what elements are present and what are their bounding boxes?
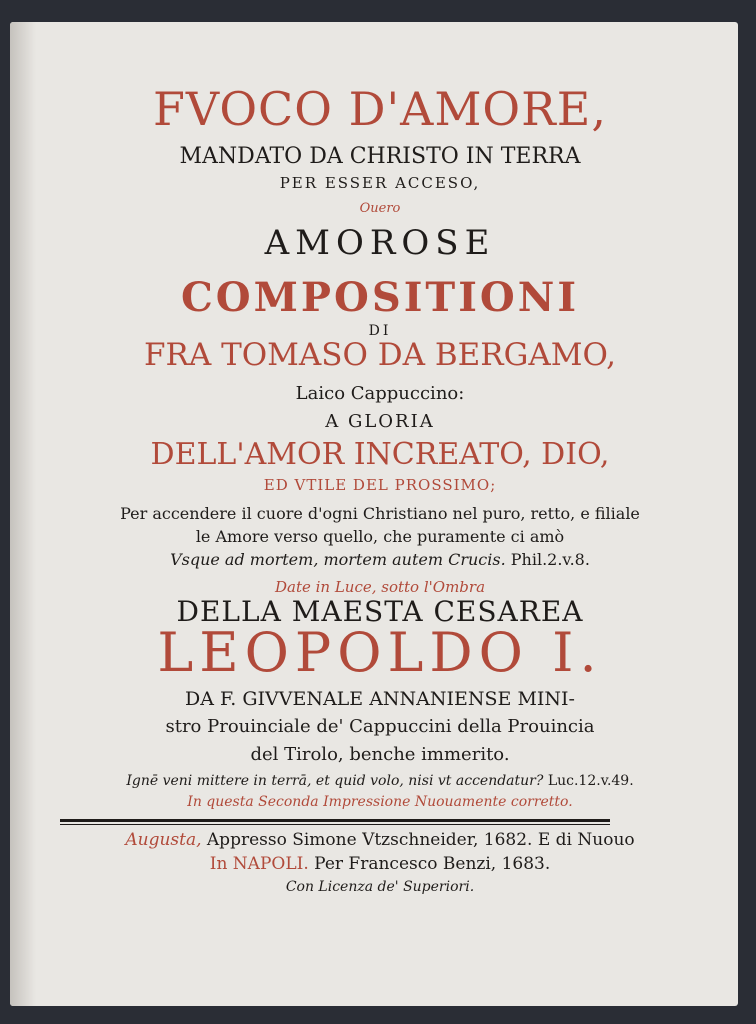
editor-line-1: DA F. GIVVENALE ANNANIENSE MINI- xyxy=(185,688,575,710)
author-role: Laico Cappuccino: xyxy=(295,383,465,404)
ed-vtile-line: ED VTILE DEL PROSSIMO; xyxy=(263,476,497,494)
scripture-luc-text: Ignē veni mittere in terrā, et quid volo, nisi vt accendatur? xyxy=(126,773,544,789)
editor-line-3: del Tirolo, benche immerito. xyxy=(250,744,510,765)
imprint-city-augusta: Augusta, xyxy=(125,830,202,850)
scripture-phil-ref: Phil.2.v.8. xyxy=(510,550,590,569)
author-name: FRA TOMASO DA BERGAMO, xyxy=(143,337,616,373)
compositioni-heading: COMPOSITIONI xyxy=(180,274,580,321)
imprint-city-napoli: In NAPOLI. xyxy=(209,854,309,874)
scripture-phil-text: Vsque ad mortem, mortem autem Crucis. xyxy=(170,550,506,569)
editor-line-2: stro Prouinciale de' Cappuccini della Prouincia xyxy=(165,716,595,737)
purpose-line-1: Per accendere il cuore d'ogni Christiano nel puro, retto, e filiale xyxy=(120,504,640,523)
book-title: FVOCO D'AMORE, xyxy=(153,82,607,136)
imprint-printer-augusta: Appresso Simone Vtzschneider, 1682. E di Nuouo xyxy=(206,830,635,850)
purpose-line-2: le Amore verso quello, che puramente ci amò xyxy=(195,527,565,546)
imprint-line-1 xyxy=(40,832,720,849)
imprint-line-2 xyxy=(40,856,720,873)
della-maesta-line: DELLA MAESTA CESAREA xyxy=(176,595,584,628)
thick-rule xyxy=(60,819,610,822)
overo-connector: Ouero xyxy=(359,201,401,216)
scripture-phil xyxy=(40,552,720,568)
subtitle-line-1: MANDATO DA CHRISTO IN TERRA xyxy=(179,144,581,169)
a-gloria: A GLORIA xyxy=(325,411,435,432)
date-in-luce: Date in Luce, sotto l'Ombra xyxy=(274,578,486,596)
scripture-luc xyxy=(40,774,720,788)
dedication-line: DELL'AMOR INCREATO, DIO, xyxy=(150,437,610,472)
license-line: Con Licenza de' Superiori. xyxy=(285,879,475,895)
leopoldo-heading: LEOPOLDO I. xyxy=(157,621,603,684)
di-connector: DI xyxy=(368,323,392,339)
subtitle-line-2: PER ESSER ACCESO, xyxy=(279,174,481,192)
amorose-heading: AMOROSE xyxy=(264,223,496,263)
scripture-luc-ref: Luc.12.v.49. xyxy=(547,773,634,789)
edition-note: In questa Seconda Impressione Nuouamente corretto. xyxy=(187,794,573,810)
thin-rule xyxy=(60,824,610,825)
page-gutter xyxy=(10,22,36,1006)
imprint-printer-napoli: Per Francesco Benzi, 1683. xyxy=(314,854,551,874)
